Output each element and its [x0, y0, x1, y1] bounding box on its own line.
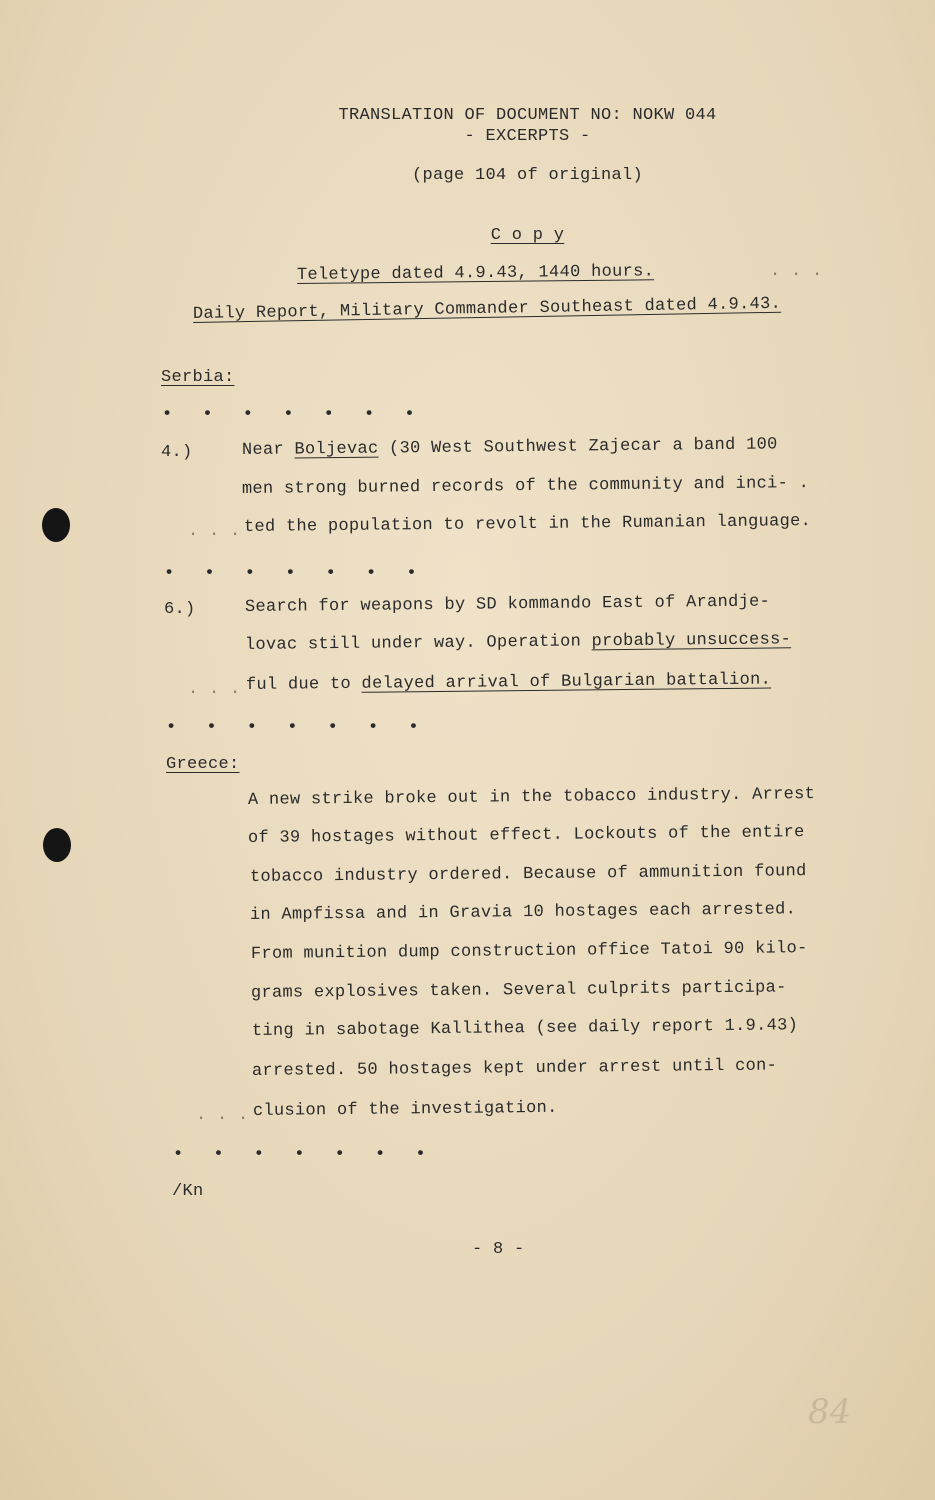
document-title: TRANSLATION OF DOCUMENT NO: NOKW 044: [338, 106, 717, 125]
greece-line-8: arrested. 50 hostages kept under arrest until con-: [251, 1056, 778, 1081]
item-6-line-2: [245, 630, 791, 655]
item-6-line-2-underlined: probably unsuccess-: [591, 630, 792, 652]
item-6-number: 6.): [164, 600, 196, 619]
page-number-visible: - 8 -: [472, 1240, 525, 1259]
greece-line-3: tobacco industry ordered. Because of ammunition found: [249, 862, 807, 887]
item-4-line-1: [242, 435, 778, 460]
item-4-line-1-end: (30 West Southwest Zajecar a band 100: [378, 435, 778, 459]
item-6-line-2-start: lovac still under way. Operation: [244, 632, 592, 655]
item-4-line-3-dots: . . .: [188, 522, 241, 541]
item-4-line-2: men strong burned records of the community and inci- .: [241, 474, 810, 499]
punch-hole-bottom: [43, 828, 71, 862]
page-reference: (page 104 of original): [411, 166, 644, 185]
serbia-ellipsis-3: • • • • • • •: [166, 718, 429, 737]
greece-line-9-dots: . . .: [196, 1106, 249, 1125]
teletype-line: Teletype dated 4.9.43, 1440 hours.: [296, 262, 655, 285]
greece-line-4: in Ampfissa and in Gravia 10 hostages each arrested.: [249, 900, 797, 925]
copy-heading: C o p y: [490, 226, 565, 245]
item-6-line-3-underlined: delayed arrival of Bulgarian battalion.: [361, 670, 772, 694]
serbia-heading: Serbia:: [161, 368, 235, 387]
greece-ellipsis: • • • • • • •: [173, 1145, 436, 1164]
item-6-line-3: [246, 671, 771, 695]
serbia-ellipsis-2: • • • • • • •: [164, 564, 427, 583]
punch-hole-top: [42, 508, 70, 542]
greece-line-6: grams explosives taken. Several culprits participa-: [250, 978, 787, 1003]
handwritten-folio-number: 84: [808, 1392, 852, 1432]
greece-line-7: ting in sabotage Kallithea (see daily report 1.9.43): [251, 1016, 799, 1041]
greece-line-9: clusion of the investigation.: [252, 1098, 558, 1121]
serbia-ellipsis-1: • • • • • • •: [162, 405, 425, 424]
item-6-line-3-start: ful due to: [245, 674, 362, 695]
greece-line-5: From munition dump construction office Tatoi 90 kilo-: [250, 939, 808, 964]
item-4-line-1-start: Near: [241, 440, 295, 460]
greece-heading: Greece:: [166, 755, 240, 774]
place-boljevac: Boljevac: [294, 439, 379, 460]
daily-report-line: Daily Report, Military Commander Southeast dated 4.9.43.: [192, 294, 782, 324]
item-4-number: 4.): [161, 443, 193, 462]
typist-initials: /Kn: [172, 1182, 204, 1201]
item-6-line-1: Search for weapons by SD kommando East of Arandje-: [244, 592, 771, 617]
teletype-trailing-dots: . . .: [770, 262, 823, 281]
document-subtitle: - EXCERPTS -: [464, 127, 591, 146]
item-6-line-3-dots: . . .: [188, 680, 241, 699]
greece-line-1: A new strike broke out in the tobacco industry. Arrest: [247, 785, 816, 810]
greece-line-2: of 39 hostages without effect. Lockouts of the entire: [247, 823, 805, 848]
item-4-line-3: ted the population to revolt in the Rumanian language.: [243, 512, 812, 537]
